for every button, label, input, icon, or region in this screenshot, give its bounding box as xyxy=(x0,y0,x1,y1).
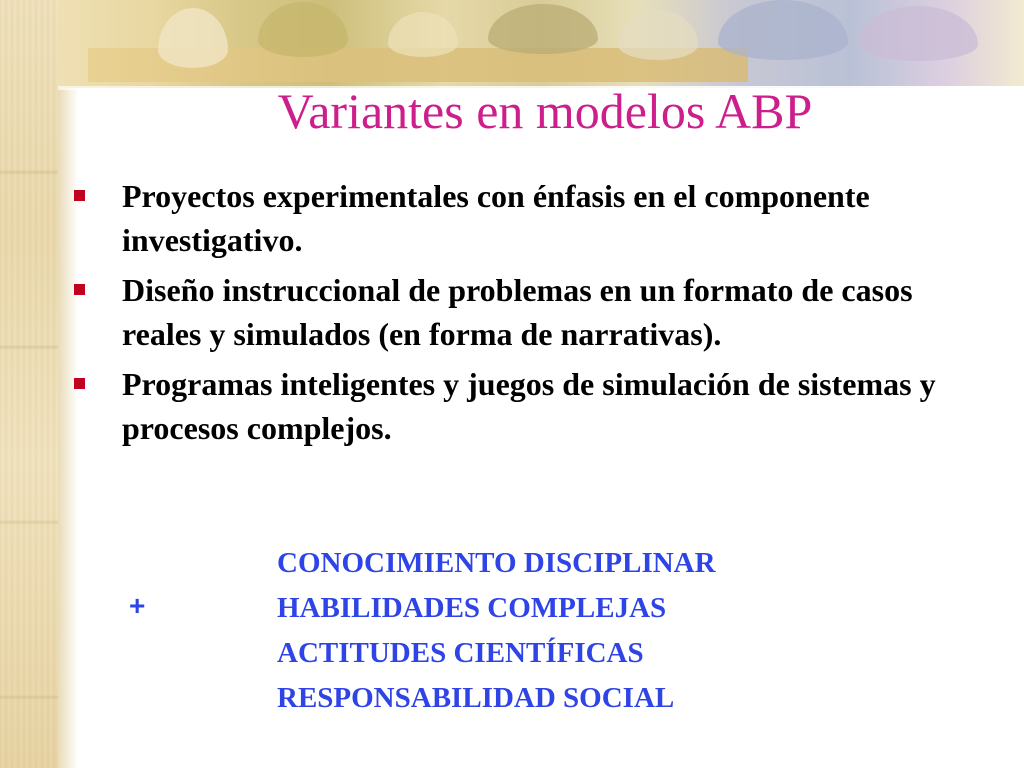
red-square-bullet-icon xyxy=(74,284,85,295)
bullet-item xyxy=(72,174,972,262)
banner-leaf-shape xyxy=(488,4,598,54)
bullet-text: Proyectos experimentales con énfasis en el componente investigativo. xyxy=(122,178,870,258)
red-square-bullet-icon xyxy=(74,190,85,201)
banner-leaf-shape xyxy=(158,8,228,68)
skill-item: RESPONSABILIDAD SOCIAL xyxy=(277,682,675,714)
parchment-side-strip xyxy=(0,0,58,768)
slide-title: Variantes en modelos ABP xyxy=(277,83,813,139)
plus-sign: + xyxy=(129,590,146,621)
skill-item: HABILIDADES COMPLEJAS xyxy=(277,592,667,624)
banner-leaf-shape xyxy=(388,12,458,57)
red-square-bullet-icon xyxy=(74,378,85,389)
skill-item: ACTITUDES CIENTÍFICAS xyxy=(277,637,644,669)
bullet-item xyxy=(72,268,972,356)
skill-item: CONOCIMIENTO DISCIPLINAR xyxy=(277,547,716,579)
decorative-top-banner xyxy=(58,0,1024,88)
banner-leaf-shape xyxy=(718,0,848,60)
skills-list xyxy=(277,541,716,721)
banner-leaf-shape xyxy=(258,2,348,57)
bullet-list xyxy=(72,174,972,456)
banner-leaf-shape xyxy=(618,10,698,60)
bullet-item xyxy=(72,362,972,450)
banner-leaf-shape xyxy=(858,6,978,61)
bullet-text: Diseño instruccional de problemas en un formato de casos reales y simulados (en forma de narrativas). xyxy=(122,272,913,352)
bullet-text: Programas inteligentes y juegos de simulación de sistemas y procesos complejos. xyxy=(122,366,936,446)
